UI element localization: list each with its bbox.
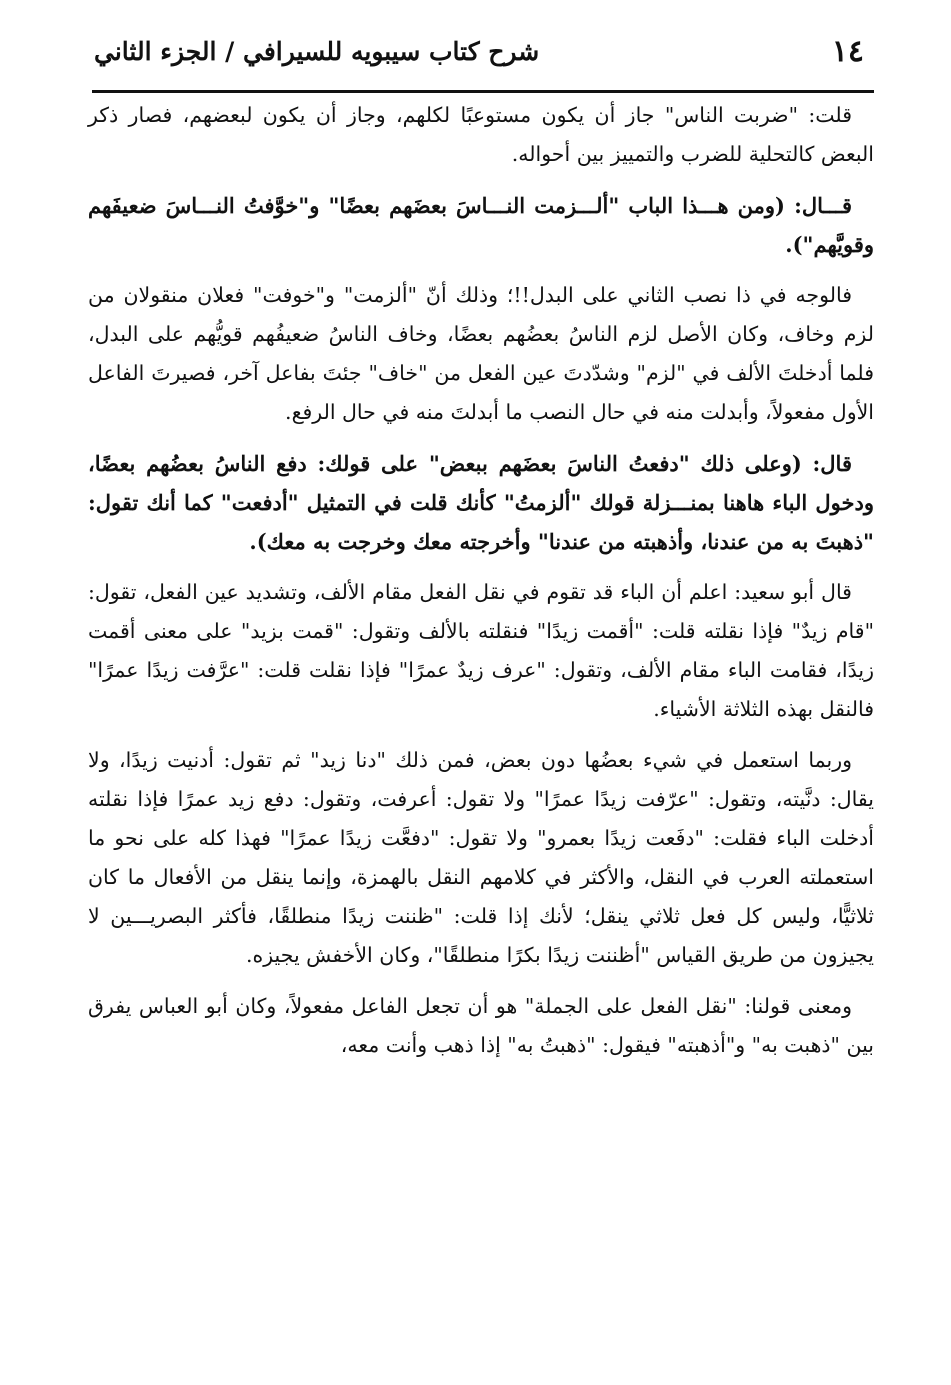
header-divider (92, 90, 874, 93)
page-header (88, 28, 872, 86)
paragraph-commentary: فالوجه في ذا نصب الثاني على البدل!!؛ وذلك أنّ "ألزمت" و"خوفت" فعلان منقولان من لزم وخاف، وكان الأصل لزم الناسُ بعضُهم بعضًا، وخاف الناسُ ضعيفُهم قويُّهم على البدل، فلما أدخلتَ الألف في "لزم" وشدّدتَ عين الفعل من "خاف" جئتَ بفاعل آخر، فصيرتَ الفاعل الأول مفعولاً، وأبدلت منه في حال النصب ما أبدلتَ منه في حال الرفع. (88, 283, 874, 424)
paragraph-commentary: قلت: "ضربت الناس" جاز أن يكون مستوعبًا لكلهم، وجاز أن يكون لبعضهم، فصار ذكر البعض كالتحلية للضرب والتمييز بين أحواله. (88, 103, 874, 166)
running-title: شرح كتاب سيبويه للسيرافي / الجزء الثاني (94, 37, 540, 66)
paragraph-commentary: قال أبو سعيد: اعلم أن الباء قد تقوم في نقل الفعل مقام الألف، وتشديد عين الفعل، تقول: "قام زيدٌ" فإذا نقلته قلت: "أقمت زيدًا" فنقلته بالألف وتقول: "قمت بزيد" على معنى أقمت زيدًا، فقامت الباء مقام الألف، وتقول: "عرف زيدٌ عمرًا" فإذا نقلت قلت: "عرَّفت زيدًا عمرًا" فالنقل بهذه الثلاثة الأشياء. (88, 580, 874, 721)
page-number: ١٤ (831, 34, 864, 69)
paragraph-quote: قـــال: (ومن هـــذا الباب "ألـــزمت النـــاسَ بعضَهم بعضًا" و"خوَّفتُ النـــاسَ ضعيفَهم وقويَّهم"). (88, 193, 874, 257)
paragraph-commentary: وربما استعمل في شيء بعضُها دون بعض، فمن ذلك "دنا زيد" ثم تقول: أدنيت زيدًا، ولا يقال: دنَّيته، وتقول: "عرّفت زيدًا عمرًا" ولا تقول: أعرفت، وتقول: دفع زيد عمرًا فإذا نقلته أدخلت الباء فقلت: "دفَعت زيدًا بعمرو" ولا تقول: "دفعَّت زيدًا عمرًا" فهذا كله على نحو ما استعملته العرب في النقل، والأكثر في كلامهم النقل بالهمزة، وإنما ينقل من الأفعال ما كان ثلاثيًّا، وليس كل فعل ثلاثي ينقل؛ لأنك إذا قلت: "ظننت زيدًا منطلقًا، فأكثر البصريـــين لا يجيزون من طريق القياس "أظننت زيدًا بكرًا منطلقًا"، وكان الأخفش يجيزه. (88, 748, 874, 967)
paragraph-quote: قال: (وعلى ذلك "دفعتُ الناسَ بعضَهم ببعض" على قولك: دفع الناسُ بعضُهم بعضًا، ودخول الباء هاهنا بمنـــزلة قولك "ألزمتُ" كأنك قلت في التمثيل "أدفعت" كما أنك تقول: "ذهبتَ به من عندنا، وأذهبته من عندنا" وأخرجته معك وخرجت به معك). (88, 451, 874, 554)
paragraph-commentary: ومعنى قولنا: "نقل الفعل على الجملة" هو أن تجعل الفاعل مفعولاً، وكان أبو العباس يفرق بين "ذهبت به" و"أذهبته" فيقول: "ذهبتُ به" إذا ذهب وأنت معه، (88, 994, 874, 1057)
body-text (88, 96, 874, 1065)
